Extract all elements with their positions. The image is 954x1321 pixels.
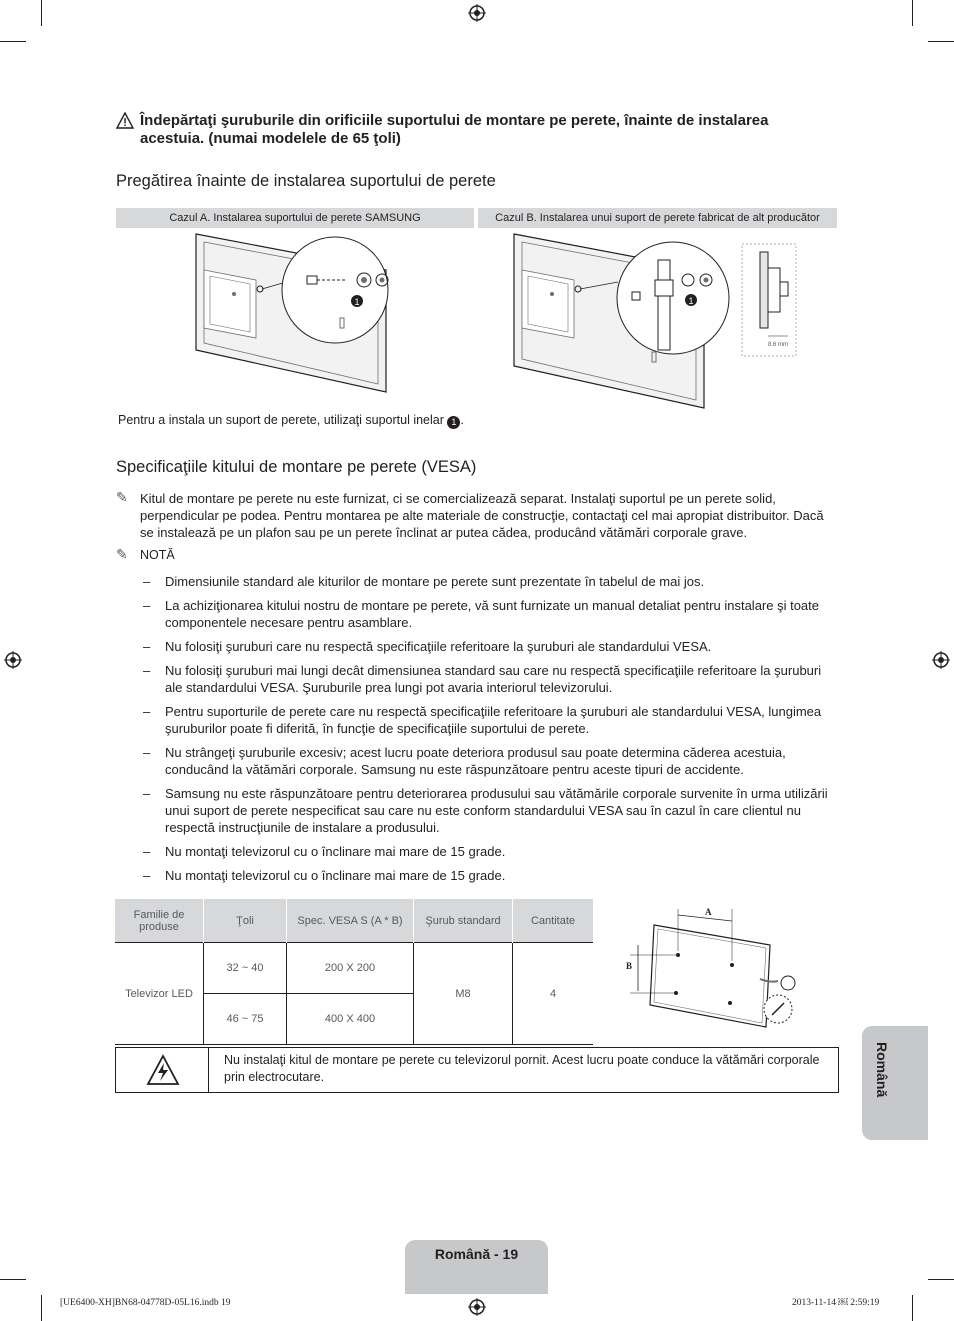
top-warning-text: Îndepărtaţi şuruburile din orificiile suportului de montare pe perete, înainte de instalarea acestuia. (numai modelele de 65 ţoli) [140,112,769,147]
crop-mark [41,0,42,26]
footer-file-info: [UE6400-XH]BN68-04778D-05L16.indb 19 [60,1298,231,1308]
crop-mark [912,0,913,26]
section-title-preparation: Pregătirea înainte de instalarea suportului de perete [116,172,496,190]
list-item: – Nu montaţi televizorul cu o înclinare mai mare de 15 grade. [143,868,506,883]
table-row [115,943,593,994]
table-header: Ţoli [204,899,287,943]
callout-1-b: 1 [688,296,694,306]
vesa-table [115,899,593,1045]
table-header: Spec. VESA S (A * B) [287,899,414,943]
table-cell: Televizor LED [115,943,204,1045]
list-item: – Nu strângeţi şuruburile excesiv; acest lucru poate deteriora produsul sau poate determina căderea acestuia, conducând la vătămări corporale. Samsung nu este răspunzătoare pentru aceste tipuri de accidente. [143,745,786,777]
footer-timestamp: 2013-11-14 ￼ 2:59:19 [792,1298,880,1308]
dimension-b-label: B [626,961,633,971]
language-side-tab [862,1026,928,1140]
pencil-note-icon: ✎ [116,489,128,505]
list-item: – Samsung nu este răspunzătoare pentru deteriorarea produsului sau vătămările corporale survenite în urma utilizării unui suport de perete nespecificat sau care nu este conform standardului VESA sau în cazul în care clientul nu respectă instrucţiunile de instalare a produsului. [143,786,828,835]
list-item: – Nu montaţi televizorul cu o înclinare mai mare de 15 grade. [143,844,506,859]
case-a-illustration [192,230,402,410]
callout-1-a: 1 [354,297,360,307]
case-b-header: Cazul B. Instalarea unui suport de perete fabricat de alt producător [478,208,837,228]
registration-mark-icon [468,1298,486,1316]
note-label: NOTĂ [140,548,175,562]
table-cell: 200 X 200 [287,943,414,994]
table-cell: 46 ~ 75 [204,994,287,1045]
registration-mark-icon [468,4,486,22]
list-item: – Dimensiunile standard ale kiturilor de montare pe perete sunt prezentate în tabelul de mai jos. [143,574,705,589]
table-cell: 32 ~ 40 [204,943,287,994]
section-title-vesa: Specificaţiile kitului de montare pe perete (VESA) [116,458,477,476]
electric-shock-warning [115,1047,839,1093]
warning-triangle-icon [116,112,134,129]
crop-mark [928,41,954,42]
list-item: – Pentru suporturile de perete care nu respectă specificaţiile referitoare la şuruburi ale standardului VESA, lungimea şuruburilor poate fi diferită, în funcţie de specificaţiile suportului de perete. [143,704,822,736]
crop-mark [0,41,26,42]
lightning-warning-icon [146,1054,180,1086]
page-number: Română - 19 [405,1240,548,1294]
case-b-illustration [510,230,810,415]
crop-mark [0,1279,26,1280]
table-header: Cantitate [513,899,594,943]
dimension-a-label: A [705,907,712,917]
registration-mark-icon [932,651,950,669]
registration-mark-icon [4,651,22,669]
table-cell: 400 X 400 [287,994,414,1045]
list-item: – Nu folosiţi şuruburi care nu respectă specificaţiile referitoare la şuruburi ale standardului VESA. [143,639,712,654]
crop-mark [912,1295,913,1321]
crop-mark [928,1279,954,1280]
pencil-note-icon: ✎ [116,546,128,562]
callout-1-caption: 1 [447,416,460,429]
vesa-dimension-diagram [620,905,810,1035]
shock-warning-text: Nu instalaţi kitul de montare pe perete cu televizorul pornit. Acest lucru poate conduce la vătămări corporale prin electrocutare. [224,1053,820,1084]
list-item: – Nu folosiţi şuruburi mai lungi decât dimensiunea standard sau care nu respectă specificaţiile referitoare la şuruburi ale standardului VESA. Şuruburile prea lungi pot avaria interiorul televizorului. [143,663,822,695]
table-header: Familie de produse [115,899,204,943]
list-item: – La achiziţionarea kitului nostru de montare pe perete, vă sunt furnizate un manual detaliat pentru instalare şi toate componentele necesare pentru asamblare. [143,598,820,630]
ring-bracket-caption: Pentru a instala un suport de perete, utilizaţi suportul inelar 1 . [118,413,464,427]
crop-mark [41,1295,42,1321]
table-cell: 4 [513,943,594,1045]
table-header: Şurub standard [414,899,513,943]
side-tab-label: Română [874,1042,890,1098]
caption-text: Pentru a instala un suport de perete, utilizaţi suportul inelar [118,413,444,427]
table-cell: M8 [414,943,513,1045]
dimension-label: 8.6 mm [767,342,789,348]
case-a-header: Cazul A. Instalarea suportului de perete SAMSUNG [116,208,474,228]
warning-icon-cell [116,1048,209,1092]
top-warning [116,112,816,148]
vesa-intro: Kitul de montare pe perete nu este furnizat, ci se comercializează separat. Instalaţi suportul pe un perete solid, perpendicular pe podea. Pentru montarea pe alte materiale de construcţie, contactaţi cel mai apropiat distribuitor. Dacă se instalează pe un plafon sau pe un perete înclinat ar putea cădea, producând vătămări corporale grave. [140,491,824,540]
